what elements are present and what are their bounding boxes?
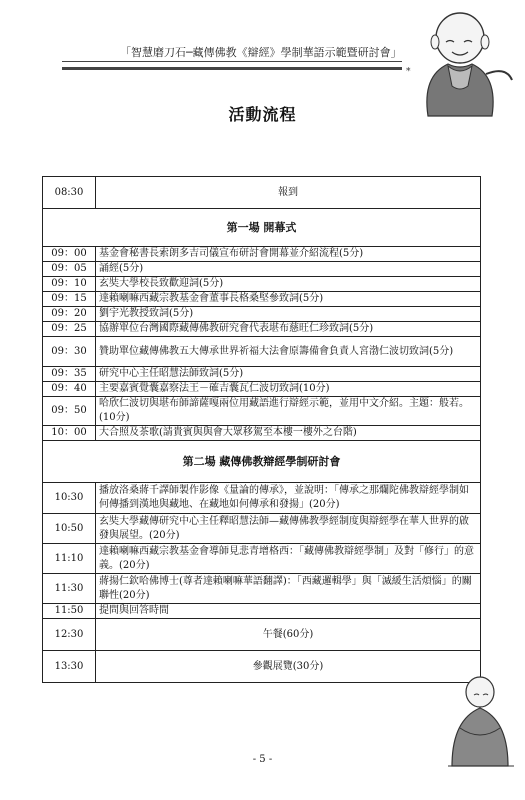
schedule-row: [43, 604, 481, 619]
time-cell: 09：00: [43, 247, 96, 262]
time-cell: 09：05: [43, 262, 96, 277]
page-title: 活動流程: [228, 105, 297, 124]
section-row: [43, 441, 481, 483]
time-cell: 10:30: [43, 483, 96, 514]
time-cell: 11:30: [43, 574, 96, 604]
schedule-row: [43, 262, 481, 277]
description-cell: 蔣揚仁欽哈佛博士(尊者達賴喇嘛華語翻譯)：「西藏邏輯學」與「滅緩生活煩惱」的關聯性(20分): [96, 574, 481, 604]
description-cell: 大合照及茶歌(請貴賓與與會大眾移駕至本樓一樓外之台階): [96, 426, 481, 441]
header-title: 「智慧磨刀石─藏傳佛教《辯經》學制華語示範暨研討會」: [120, 46, 402, 59]
description-cell: 劉宇光教授致詞(5分): [96, 307, 481, 322]
header-rule: [62, 61, 402, 70]
section-title: 第一場 開幕式: [43, 209, 481, 247]
time-cell: 09：20: [43, 307, 96, 322]
description-cell: 主要嘉賓覺囊嘉察法王－確吉囊瓦仁波切致詞(10分): [96, 382, 481, 397]
time-cell: 09：35: [43, 367, 96, 382]
description-cell: 提問與回答時間: [96, 604, 481, 619]
time-cell: 10:50: [43, 514, 96, 544]
time-cell: 09：25: [43, 322, 96, 337]
schedule-row: [43, 322, 481, 337]
section-title: 第二場 藏傳佛教辯經學制研討會: [43, 441, 481, 483]
schedule-row: [43, 292, 481, 307]
time-cell: 13:30: [43, 651, 96, 683]
time-cell: 09：40: [43, 382, 96, 397]
page-number: - 5 -: [252, 754, 273, 765]
schedule-row: [43, 382, 481, 397]
schedule-row: [43, 651, 481, 683]
schedule-row: [43, 483, 481, 514]
description-cell: 基金會秘書長索朗多吉司儀宣布研討會開幕並介紹流程(5分): [96, 247, 481, 262]
description-cell: 參觀展覽(30分): [96, 651, 481, 683]
schedule-row: [43, 574, 481, 604]
time-cell: 11:10: [43, 544, 96, 574]
time-cell: 12:30: [43, 619, 96, 651]
time-cell: 10：00: [43, 426, 96, 441]
logo-mark: *: [406, 67, 411, 77]
schedule-row: [43, 277, 481, 292]
schedule-row: [43, 426, 481, 441]
description-cell: 哈欣仁波切與堪布師諦薩嘎兩位用藏語進行辯經示範，並用中文介紹。主題：般若。(10分): [96, 397, 481, 426]
description-cell: 誦經(5分): [96, 262, 481, 277]
time-cell: 09：15: [43, 292, 96, 307]
time-cell: 09：10: [43, 277, 96, 292]
schedule-table: [42, 176, 481, 683]
description-cell: 玄奘大學校長致歡迎詞(5分): [96, 277, 481, 292]
description-cell: 贊助單位藏傳佛教五大傳承世界祈福大法會原籌備會負責人宮渤仁波切致詞(5分): [96, 337, 481, 367]
schedule-row: [43, 337, 481, 367]
time-cell: 11:50: [43, 604, 96, 619]
description-cell: 協辦單位台灣國際藏傳佛教研究會代表堪布慈旺仁珍致詞(5分): [96, 322, 481, 337]
time-cell: 09：50: [43, 397, 96, 426]
schedule-row: [43, 619, 481, 651]
schedule-row: [43, 307, 481, 322]
schedule-row: [43, 544, 481, 574]
description-cell: 報到: [96, 177, 481, 209]
schedule-row: [43, 514, 481, 544]
schedule-row: [43, 397, 481, 426]
description-cell: 達賴喇嘛西藏宗教基金會導師見悲青增格西：「藏傳佛教辯經學制」及對「修行」的意義。(20分): [96, 544, 481, 574]
description-cell: 研究中心主任昭慧法師致詞(5分): [96, 367, 481, 382]
description-cell: 午餐(60分): [96, 619, 481, 651]
description-cell: 達賴喇嘛西藏宗教基金會董事長格桑堅參致詞(5分): [96, 292, 481, 307]
description-cell: 玄奘大學藏傳研究中心主任釋昭慧法師—藏傳佛教學經制度與辯經學在華人世界的啟發與展望。(20分): [96, 514, 481, 544]
time-cell: 09：30: [43, 337, 96, 367]
schedule-row: [43, 367, 481, 382]
description-cell: 播放洛桑蔣千譯師製作影像《量論的傳承》，並說明：「傳承之那爛陀佛教辯經學制如何傳播到漢地與藏地、在藏地如何傳承和發揚」(20分): [96, 483, 481, 514]
schedule-row: [43, 247, 481, 262]
section-row: [43, 209, 481, 247]
time-cell: 08:30: [43, 177, 96, 209]
schedule-row: [43, 177, 481, 209]
